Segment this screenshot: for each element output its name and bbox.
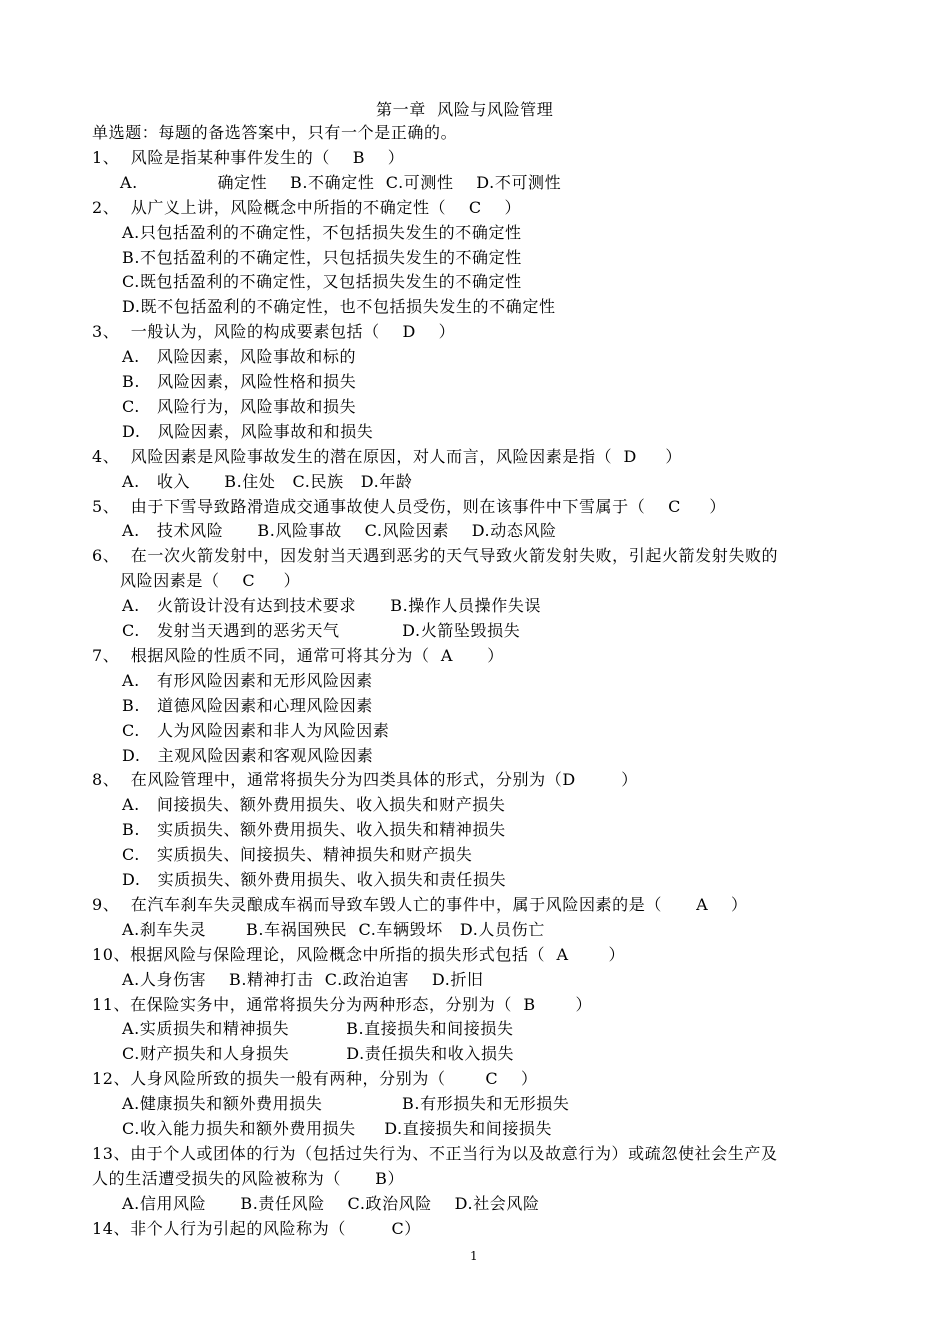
text-line: C.既包括盈利的不确定性，又包括损失发生的不确定性 [122,272,522,292]
text-line: A.信用风险 B.责任风险 C.政治风险 D.社会风险 [122,1193,540,1213]
text-line: B. 道德风险因素和心理风险因素 [122,695,373,715]
text-line: A.健康损失和额外费用损失 B.有形损失和无形损失 [122,1094,570,1114]
text-line: A.人身伤害 B.精神打击 C.政治迫害 D.折旧 [122,969,484,989]
text-line: 3、 一般认为，风险的构成要素包括（ D ） [92,322,456,342]
text-line: 10、根据风险与保险理论，风险概念中所指的损失形式包括（ A ） [92,944,626,964]
text-line: 11、在保险实务中，通常将损失分为两种形态，分别为（ B ） [92,994,593,1014]
text-line: 6、 在一次火箭发射中，因发射当天遇到恶劣的天气导致火箭发射失败，引起火箭发射失败的 [92,546,779,566]
text-line: A.刹车失灵 B.车祸国殃民 C.车辆毁坏 D.人员伤亡 [122,919,545,939]
page-title: 第一章 风险与风险管理 [376,100,554,119]
text-line: 单选题：每题的备选答案中，只有一个是正确的。 [92,123,458,142]
text-line: 5、 由于下雪导致路滑造成交通事故使人员受伤，则在该事件中下雪属于（ C ） [92,496,726,516]
text-line: A.实质损失和精神损失 B.直接损失和间接损失 [122,1019,514,1039]
text-line: C.收入能力损失和额外费用损失 D.直接损失和间接损失 [122,1119,553,1138]
text-line: B. 风险因素，风险性格和损失 [122,372,357,391]
text-line: B.不包括盈利的不确定性，只包括损失发生的不确定性 [122,247,522,267]
text-line: C. 风险行为，风险事故和损失 [122,396,357,416]
text-line: D. 风险因素，风险事故和和损失 [122,421,374,441]
text-line: C. 发射当天遇到的恶劣天气 D.火箭坠毁损失 [122,621,521,640]
text-line: D. 实质损失、额外费用损失、收入损失和责任损失 [122,870,507,889]
text-line: A. 有形风险因素和无形风险因素 [122,670,373,690]
text-line: B. 实质损失、额外费用损失、收入损失和精神损失 [122,820,506,840]
page-number: 1 [470,1249,479,1263]
text-line: A. 风险因素，风险事故和标的 [122,347,357,367]
text-line: 14、非个人行为引起的风险称为（ C） [92,1218,421,1238]
text-line: 1、 风险是指某种事件发生的（ B ） [92,147,405,167]
text-line: 12、人身风险所致的损失一般有两种，分别为（ C ） [92,1069,538,1089]
text-line: D. 主观风险因素和客观风险因素 [122,745,374,765]
text-line: A. 技术风险 B.风险事故 C.风险因素 D.动态风险 [122,521,557,541]
text-line: A. 火箭设计没有达到技术要求 B.操作人员操作失误 [122,596,542,616]
text-line: 7、 根据风险的性质不同，通常可将其分为（ A ） [92,645,504,665]
text-line: A. 间接损失、额外费用损失、收入损失和财产损失 [122,795,506,815]
text-line: C. 实质损失、间接损失、精神损失和财产损失 [122,845,473,865]
text-line: 13、由于个人或团体的行为（包括过失行为、不正当行为以及故意行为）或疏忽使社会生产及 [92,1143,778,1163]
text-line: A. 收入 B.住处 C.民族 D.年龄 [122,471,413,491]
text-line: C. 人为风险因素和非人为风险因素 [122,720,390,740]
text-line: D.既不包括盈利的不确定性，也不包括损失发生的不确定性 [122,297,556,317]
text-line: 8、 在风险管理中，通常将损失分为四类具体的形式，分别为（D ） [92,770,638,790]
text-line: 4、 风险因素是风险事故发生的潜在原因，对人而言，风险因素是指（ D ） [92,446,682,466]
text-line: 人的生活遭受损失的风险被称为（ B） [92,1168,405,1188]
text-line: A.只包括盈利的不确定性，不包括损失发生的不确定性 [122,222,522,242]
text-line: A. 确定性 B.不确定性 C.可测性 D.不可测性 [120,172,562,192]
text-line: 风险因素是（ C ） [120,571,301,591]
text-line: C.财产损失和人身损失 D.责任损失和收入损失 [122,1044,515,1064]
text-line: 2、 从广义上讲，风险概念中所指的不确定性（ C ） [92,197,522,217]
text-line: 9、 在汽车刹车失灵酿成车祸而导致车毁人亡的事件中，属于风险因素的是（ A ） [92,894,748,914]
